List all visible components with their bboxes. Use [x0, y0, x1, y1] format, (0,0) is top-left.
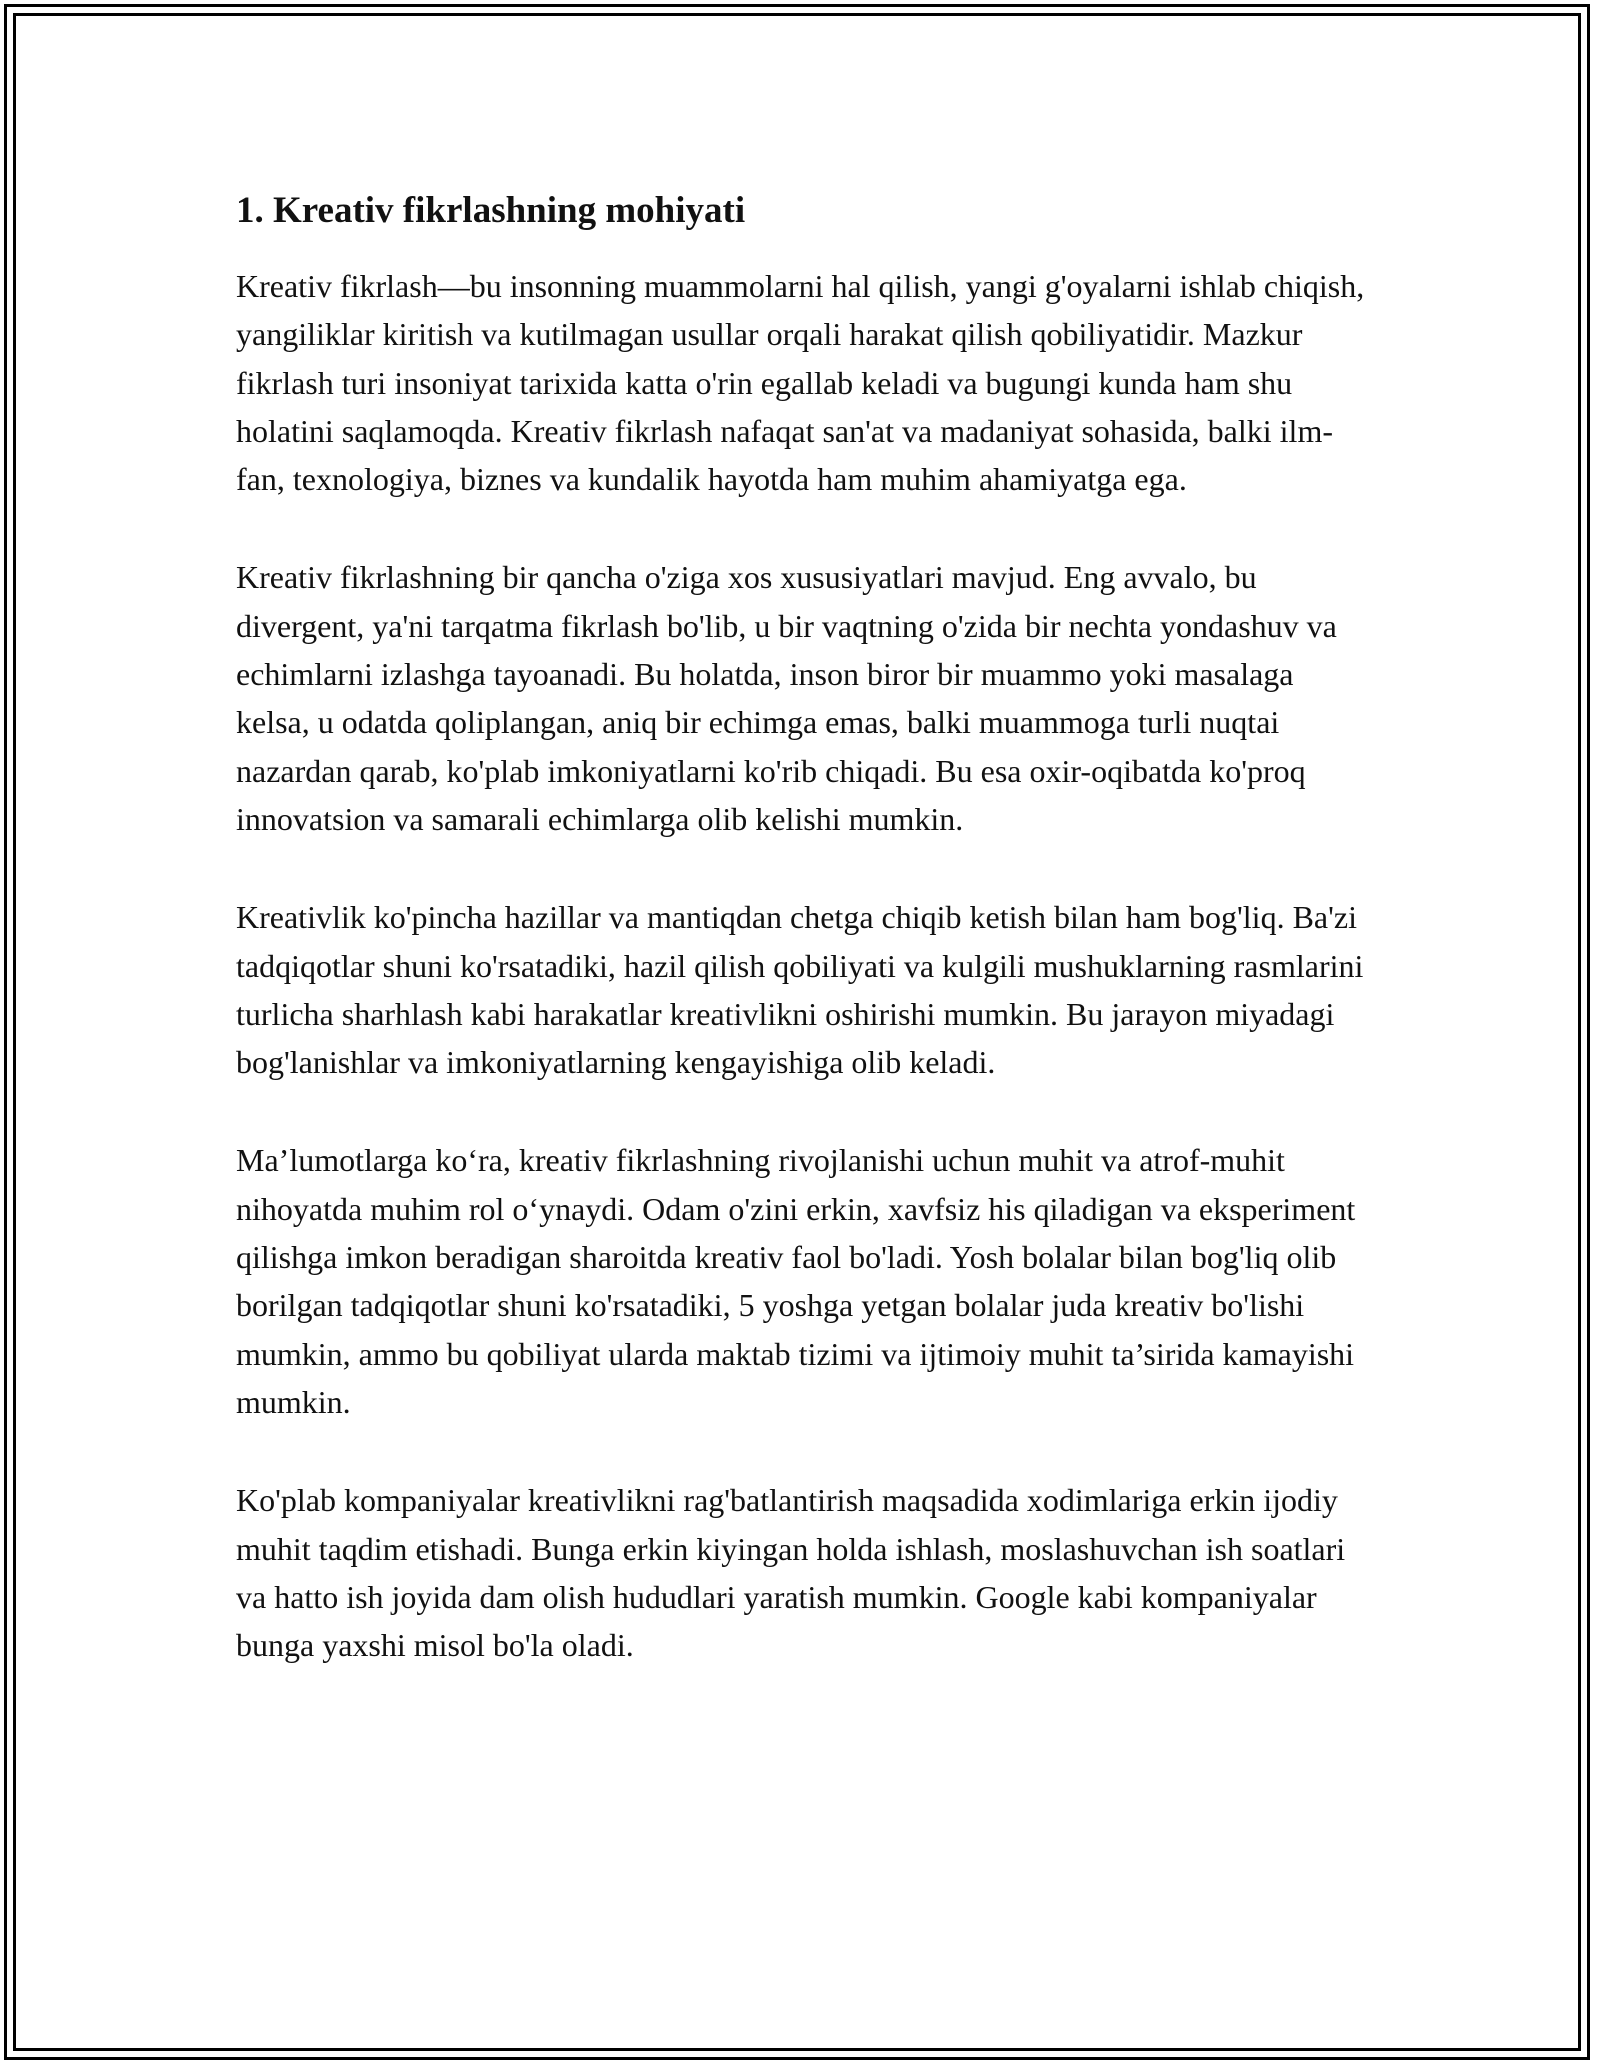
paragraph-5: Ko'plab kompaniyalar kreativlikni rag'batlantirish maqsadida xodimlariga erkin ijodiy muhit taqdim etishadi. Bunga erkin kiyingan holda ishlash, moslashuvchan ish soatlari va hatto ish joyida dam olish hududlari yaratish mumkin. Google kabi kompaniyalar bunga yaxshi misol bo'la oladi. — [236, 1482, 1346, 1664]
section-title: 1. Kreativ fikrlashning mohiyati — [236, 190, 746, 231]
paragraph-4: Ma’lumotlarga ko‘ra, kreativ fikrlashning rivojlanishi uchun muhit va atrof-muhit nihoyatda muhim rol o‘ynaydi. Odam o'zini erkin, xavfsiz his qiladigan va eksperiment qilishga imkon beradigan sharoitda kreativ faol bo'ladi. Yosh bolalar bilan bog'liq olib borilgan tadqiqotlar shuni ko'rsatadiki, 5 yoshga yetgan bolalar juda kreativ bo'lishi mumkin, ammo bu qobiliyat ularda maktab tizimi va ijtimoiy muhit ta’sirida kamayishi mumkin. — [236, 1142, 1356, 1420]
paragraph-1: Kreativ fikrlash—bu insonning muammolarni hal qilish, yangi g'oyalarni ishlab chiqish, yangiliklar kiritish va kutilmagan usullar orqali harakat qilish qobiliyatidir. Mazkur fikrlash turi insoniyat tarixida katta o'rin egallab keladi va bugungi kunda ham shu holatini saqlamoqda. Kreativ fikrlash nafaqat san'at va madaniyat sohasida, balki ilm-fan, texnologiya, biznes va kundalik hayotda ham muhim ahamiyatga ega. — [236, 268, 1365, 498]
paragraph-3: Kreativlik ko'pincha hazillar va mantiqdan chetga chiqib ketish bilan ham bog'liq. Ba'zi tadqiqotlar shuni ko'rsatadiki, hazil qilish qobiliyati va kulgili mushuklarning rasmlarini turlicha sharhlash kabi harakatlar kreativlikni oshirishi mumkin. Bu jarayon miyadagi bog'lanishlar va imkoniyatlarning kengayishiga olib keladi. — [236, 899, 1364, 1081]
paragraph-2: Kreativ fikrlashning bir qancha o'ziga xos xususiyatlari mavjud. Eng avvalo, bu divergent, ya'ni tarqatma fikrlash bo'lib, u bir vaqtning o'zida bir nechta yondashuv va echimlarni izlashga tayoanadi. Bu holatda, inson biror bir muammo yoki masalaga kelsa, u odatda qoliplangan, aniq bir echimga emas, balki muammoga turli nuqtai nazardan qarab, ko'plab imkoniyatlarni ko'rib chiqadi. Bu esa oxir-oqibatda ko'proq innovatsion va samarali echimlarga olib kelishi mumkin. — [236, 559, 1337, 837]
document-body — [236, 186, 1371, 1719]
